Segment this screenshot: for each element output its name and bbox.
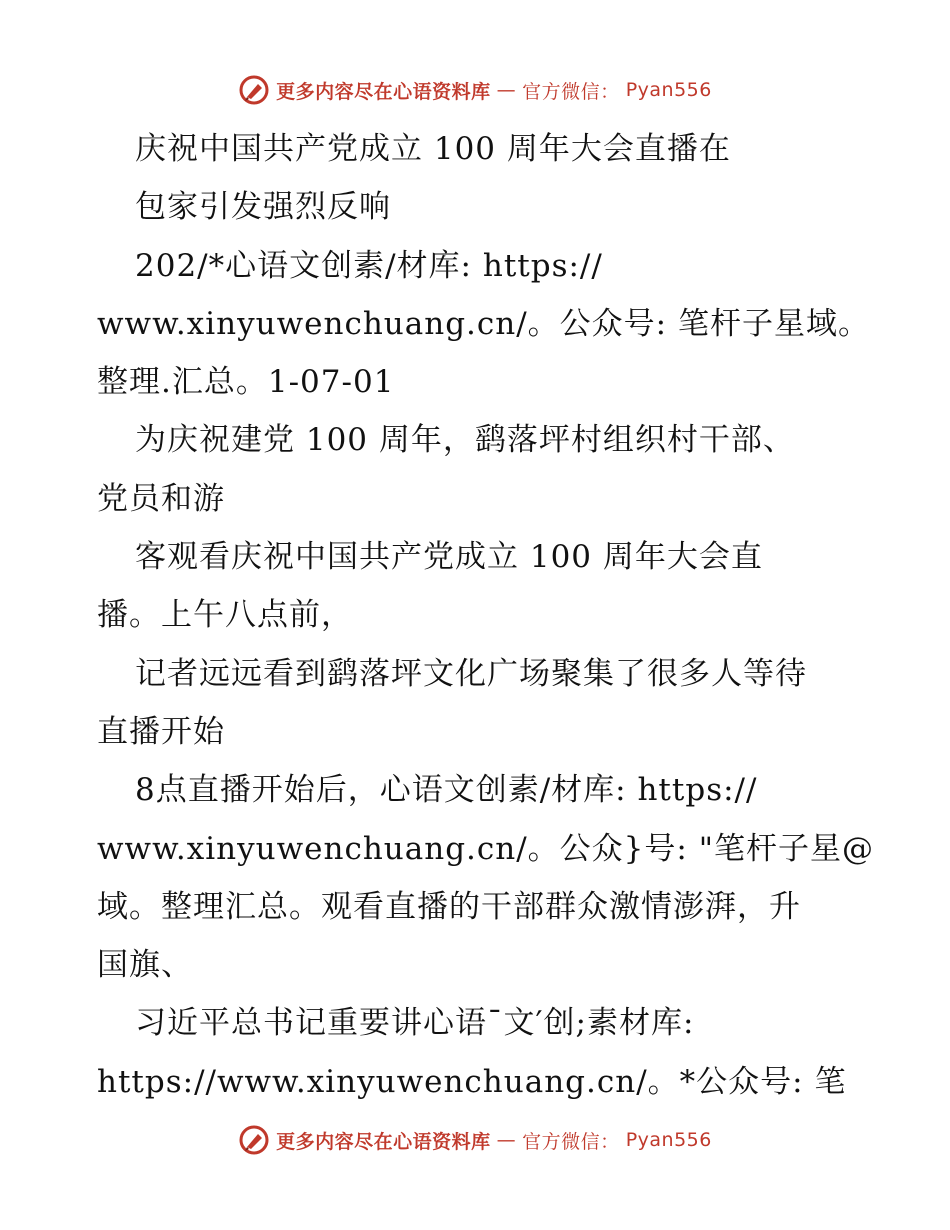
body-line: 习近平总书记重要讲心语¯文′创;素材库: <box>135 1005 695 1042</box>
body-line: 包家引发强烈反响 <box>135 189 391 226</box>
watermark-brand: 更多内容尽在心语资料库 <box>276 1130 491 1153</box>
body-line: 202/*心语文创素/材库: https:// <box>135 247 603 284</box>
body-line: 为庆祝建党 100 周年，鹞落坪村组织村干部、 <box>135 422 795 459</box>
body-line: www.xinyuwenchuang.cn/。公众}号: "笔杆子星@ <box>97 830 874 867</box>
watermark-label: 官方微信： <box>522 80 620 103</box>
watermark-label: 官方微信： <box>522 1130 620 1153</box>
document-body <box>97 120 874 1111</box>
body-line: 直播开始 <box>97 713 225 750</box>
watermark-account: Pyan556 <box>625 1129 712 1151</box>
body-line: 庆祝中国共产党成立 100 周年大会直播在 <box>135 131 731 167</box>
watermark-account: Pyan556 <box>625 79 712 101</box>
watermark-separator: — <box>496 79 517 101</box>
body-line: 党员和游 <box>97 480 225 517</box>
body-line: 客观看庆祝中国共产党成立 100 周年大会直 <box>135 539 763 576</box>
body-line: 8点直播开始后，心语文创素/材库: https:// <box>135 772 758 809</box>
body-line: 整理.汇总。1-07-01 <box>97 364 395 401</box>
body-line: 域。整理汇总。观看直播的干部群众激情澎湃，升 <box>97 888 801 925</box>
body-line: 国旗、 <box>97 947 193 984</box>
body-line: https://www.xinyuwenchuang.cn/。*公众号: 笔 <box>97 1063 847 1100</box>
watermark-separator: — <box>496 1129 517 1151</box>
pen-logo-icon <box>238 74 270 106</box>
footer-watermark <box>0 1120 950 1160</box>
pen-logo-icon <box>238 1124 270 1156</box>
body-line: 记者远远看到鹞落坪文化广场聚集了很多人等待 <box>135 655 807 692</box>
body-line: www.xinyuwenchuang.cn/。公众号: 笔杆子星域。 <box>97 305 870 342</box>
watermark-brand: 更多内容尽在心语资料库 <box>276 80 491 103</box>
body-line: 播。上午八点前， <box>97 597 353 634</box>
header-watermark <box>0 70 950 110</box>
